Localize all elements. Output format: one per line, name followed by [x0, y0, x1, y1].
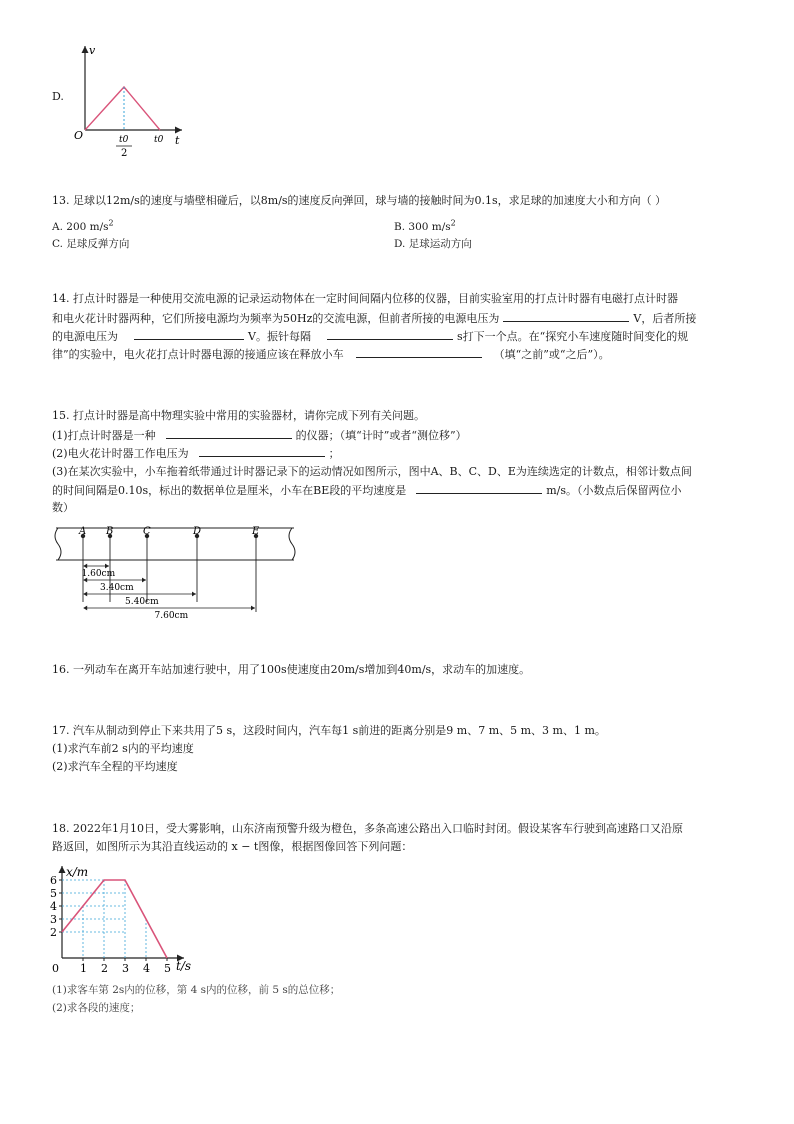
- q18-part1: (1)求客车第 2s内的位移，第 4 s内的位移，前 5 s的总位移；: [52, 984, 341, 996]
- y-axis-label: x/m: [66, 865, 89, 879]
- q17-stem: 17. 汽车从制动到停止下来共用了5 s，这段时间内，汽车每1 s前进的距离分别是9 m、7 m、5 m、3 m、1 m。: [52, 724, 606, 737]
- q15-stem: 15. 打点计时器是高中物理实验中常用的实验器材，请你完成下列有关问题。: [52, 409, 425, 422]
- q14-line3: 的电源电压为 V。振针每隔 s打下一个点。在“探究小车速度随时间变化的规: [52, 330, 689, 343]
- q15-blank-2[interactable]: [199, 445, 325, 457]
- q18-line1: 18. 2022年1月10日，受大雾影响，山东济南预警升级为橙色，多条高速公路出入口临时封闭。假设某客车行驶到高速路口又沿原: [52, 822, 683, 835]
- option-d-label: D.: [52, 90, 64, 103]
- y-tick-label: 2: [50, 926, 57, 939]
- origin-label: O: [74, 129, 84, 142]
- q16-stem: 16. 一列动车在离开车站加速行驶中，用了100s使速度由20m/s增加到40m/s，求动车的加速度。: [52, 663, 531, 676]
- q13-option-a: A. 200 $m/s^2$: [52, 218, 114, 233]
- half-time-bottom: 2: [121, 148, 128, 159]
- velocity-time-graph: [60, 40, 200, 165]
- guides: [62, 880, 146, 958]
- q15-part2: (2)电火花计时器工作电压为 ；: [52, 447, 340, 460]
- tape-edge-left: [55, 528, 61, 560]
- y-tick-label: 4: [50, 900, 57, 913]
- q13-option-b: B. 300 $m/s^2$: [394, 218, 456, 233]
- distance-label: 1.60cm: [81, 569, 116, 579]
- x-tick-label: 3: [122, 962, 129, 975]
- q18-line2: 路返回，如图所示为其沿直线运动的 x − t图像，根据图像回答下列问题：: [52, 840, 413, 853]
- q14-blank-3[interactable]: [327, 328, 453, 340]
- y-tick-label: 6: [50, 874, 57, 887]
- q14-blank-1[interactable]: [503, 310, 629, 322]
- y-ticks: [50, 874, 62, 939]
- q18-part2: (2)求各段的速度；: [52, 1002, 141, 1014]
- x-tick-label: 5: [164, 962, 171, 975]
- tape-edge-right: [289, 528, 295, 560]
- distance-label: 5.40cm: [125, 597, 159, 607]
- tape-point-label-A: A: [79, 526, 87, 537]
- q14-blank-2[interactable]: [134, 328, 244, 340]
- q15-part3-line3: 数）: [52, 501, 74, 514]
- end-time-label: t0: [154, 135, 164, 145]
- tape-distances: [82, 566, 257, 618]
- tape-point-label-B: B: [106, 526, 114, 537]
- q13-option-d: D. 足球运动方向: [394, 238, 472, 250]
- xt-graph: [44, 858, 204, 978]
- tape-diagram: [46, 522, 300, 618]
- q15-part3-line1: (3)在某次实验中，小车拖着纸带通过计时器记录下的运动情况如图所示，图中A、B、C、D、E为连续选定的计数点，相邻计数点间: [52, 465, 692, 478]
- q15-part1: (1)打点计时器是一种 的仪器；（填“计时”或者“测位移”）: [52, 429, 467, 442]
- x-ticks: [52, 958, 171, 975]
- tape-point-label-C: C: [143, 526, 151, 537]
- q17-part2: (2)求汽车全程的平均速度: [52, 760, 178, 773]
- distance-label: 7.60cm: [154, 611, 189, 618]
- q14-line2: 和电火花计时器两种，它们所接电源均为频率为50Hz的交流电源，但前者所接的电源电压为 V，后者所接: [52, 312, 697, 325]
- q15-blank-1[interactable]: [166, 427, 292, 439]
- x-tick-label: 1: [80, 962, 87, 975]
- t-axis-label: t: [175, 134, 180, 147]
- q13-option-c: C. 足球反弹方向: [52, 238, 130, 250]
- y-tick-label: 5: [50, 887, 57, 900]
- q14-line4: 律”的实验中，电火花打点计时器电源的接通应该在释放小车 （填“之前”或“之后”）。: [52, 348, 610, 361]
- q15-part3-line2: 的时间间隔是0.10s，标出的数据单位是厘米，小车在BE段的平均速度是 m/s。（小数点后保留两位小: [52, 484, 682, 497]
- half-time-top: t0: [119, 135, 129, 145]
- tape-point-label-D: D: [193, 526, 202, 537]
- v-axis-label: v: [89, 44, 96, 57]
- y-tick-label: 3: [50, 913, 57, 926]
- q14-blank-4[interactable]: [356, 346, 482, 358]
- q17-part1: (1)求汽车前2 s内的平均速度: [52, 742, 194, 755]
- x-tick-label: 2: [101, 962, 108, 975]
- distance-label: 3.40cm: [100, 583, 134, 593]
- x-axis-label: t/s: [176, 959, 192, 973]
- x-tick-label: 4: [143, 962, 150, 975]
- q14-line1: 14. 打点计时器是一种使用交流电源的记录运动物体在一定时间间隔内位移的仪器，目前实验室用的打点计时器有电磁打点计时器: [52, 292, 678, 305]
- q13-stem: 13. 足球以12m/s的速度与墙壁相碰后，以8m/s的速度反向弹回，球与墙的接触时间为0.1s，求足球的加速度大小和方向（ ）: [52, 194, 667, 207]
- velocity-line: [85, 87, 160, 130]
- q15-blank-3[interactable]: [416, 482, 542, 494]
- x-tick-label: 0: [52, 962, 59, 975]
- tape-point-label-E: E: [252, 526, 260, 537]
